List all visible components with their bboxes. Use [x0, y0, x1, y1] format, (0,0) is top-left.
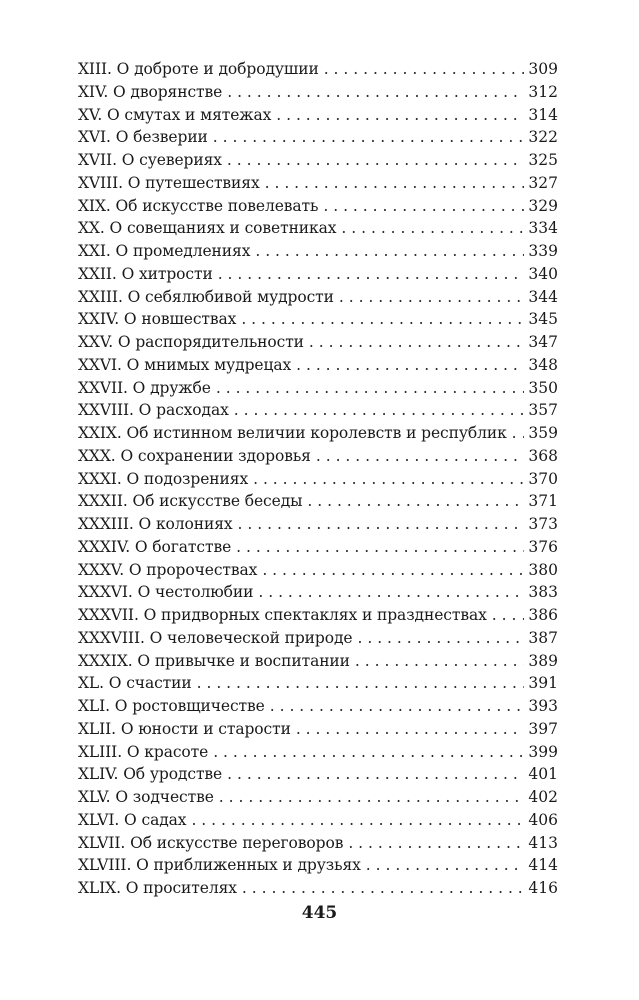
toc-entry-title: XXIII. О себялюбивой мудрости: [78, 287, 334, 306]
toc-entry-title: XXXVIII. О человеческой природе: [78, 628, 353, 647]
toc-entry-page: 368: [528, 446, 558, 465]
toc-entry-page: 376: [528, 537, 558, 556]
dot-leader: [265, 172, 524, 195]
toc-entry: [78, 877, 558, 900]
dot-leader: [309, 331, 524, 354]
toc-entry-title: XV. О смутах и мятежах: [78, 105, 272, 124]
toc-entry: [78, 718, 558, 741]
toc-entry-page: 348: [528, 355, 558, 374]
toc-entry-page: 345: [528, 310, 558, 329]
toc-entry-title: XLIX. О просителях: [78, 879, 237, 897]
toc-entry: [78, 263, 558, 286]
toc-entry-page: 339: [528, 242, 558, 260]
toc-entry-title: XXVIII. О расходах: [78, 401, 229, 420]
toc-entry-title: XXIX. Об истинном величии королевств и республик: [78, 424, 507, 442]
toc-entry-title: XXII. О хитрости: [78, 264, 213, 283]
toc-entry-title: XIV. О дворянстве: [78, 82, 223, 101]
toc-entry: [78, 126, 558, 149]
toc-entry-page: 386: [528, 606, 558, 624]
toc-entry: [78, 354, 558, 377]
toc-entry: [78, 809, 558, 832]
toc-entry-title: XLVIII. О приближенных и друзьях: [78, 856, 361, 875]
toc-entry-page: 393: [528, 697, 558, 715]
toc-entry: [78, 581, 558, 604]
dot-leader: [270, 695, 524, 718]
toc-entry-page: 350: [528, 378, 558, 397]
toc-entry: [78, 172, 558, 195]
toc-entry: [78, 195, 558, 218]
toc-entry: [78, 58, 558, 81]
toc-entry-title: XLIII. О красоте: [78, 742, 209, 761]
toc-entry-page: 402: [528, 788, 558, 806]
dot-leader: [262, 559, 524, 582]
dot-leader: [366, 854, 524, 877]
toc-entry-title: XXXIV. О богатстве: [78, 537, 232, 556]
toc-entry-title: XVI. О безверии: [78, 128, 208, 147]
toc-entry-page: 370: [528, 469, 558, 488]
dot-leader: [339, 286, 524, 309]
toc-entry-title: XXXIII. О колониях: [78, 515, 233, 533]
toc-entry-page: 399: [528, 742, 558, 761]
toc-entry: [78, 832, 558, 855]
toc-entry: [78, 559, 558, 582]
toc-entry: [78, 854, 558, 877]
dot-leader: [236, 536, 524, 559]
toc-entry-page: 327: [528, 173, 558, 192]
toc-entry-title: XXXII. Об искусстве беседы: [78, 492, 303, 511]
toc-entry-title: XLIV. Об уродстве: [78, 765, 223, 784]
toc-entry-title: XIII. О доброте и добродушии: [78, 60, 319, 78]
toc-entry-page: 309: [528, 60, 558, 78]
toc-entry-title: XXI. О промедлениях: [78, 242, 251, 260]
toc-entry-page: 373: [528, 515, 558, 533]
toc-entry: [78, 672, 558, 695]
toc-entry-page: 389: [528, 651, 558, 670]
toc-entry: [78, 81, 558, 104]
toc-entry-page: 340: [528, 264, 558, 283]
dot-leader: [227, 149, 524, 172]
dot-leader: [296, 718, 524, 741]
toc-entry: [78, 149, 558, 172]
toc-entry-page: 312: [528, 82, 558, 101]
toc-entry-title: XXVII. О дружбе: [78, 378, 211, 397]
dot-leader: [241, 308, 524, 331]
dot-leader: [191, 809, 524, 832]
toc-entry-page: 344: [528, 287, 558, 306]
toc-entry-page: 414: [528, 856, 558, 875]
toc-entry: [78, 786, 558, 809]
toc-entry-page: 406: [528, 810, 558, 829]
toc-entry-title: XXXVII. О придворных спектаклях и празднествах: [78, 606, 487, 624]
toc-entry-title: XXVI. О мнимых мудрецах: [78, 355, 292, 374]
toc-entry: [78, 741, 558, 764]
toc-entry-title: XXX. О сохранении здоровья: [78, 446, 311, 465]
toc-entry: [78, 604, 558, 627]
toc-entry-page: 387: [528, 628, 558, 647]
dot-leader: [242, 877, 524, 900]
toc-entry-title: XXXIX. О привычке и воспитании: [78, 651, 350, 670]
dot-leader: [355, 650, 524, 673]
toc-entry-title: XLII. О юности и старости: [78, 719, 291, 738]
toc-entry: [78, 490, 558, 513]
toc-entry: [78, 536, 558, 559]
toc-entry-title: XLV. О зодчестве: [78, 788, 214, 806]
toc-entry-title: XLVII. Об искусстве переговоров: [78, 833, 344, 852]
toc-entry-page: 401: [528, 765, 558, 784]
toc-entry-title: XXV. О распорядительности: [78, 333, 304, 351]
toc-entry-page: 357: [528, 401, 558, 420]
toc-entry-title: XVII. О суевериях: [78, 151, 222, 169]
toc-entry-title: XX. О совещаниях и советниках: [78, 219, 337, 238]
dot-leader: [358, 627, 525, 650]
toc-entry-title: XXXV. О пророчествах: [78, 560, 258, 579]
toc-entry-page: 416: [528, 879, 558, 897]
dot-leader: [234, 399, 524, 422]
dot-leader: [216, 377, 524, 400]
dot-leader: [238, 513, 524, 536]
dot-leader: [227, 81, 524, 104]
toc-entry: [78, 513, 558, 536]
toc-entry: [78, 308, 558, 331]
toc-entry: [78, 763, 558, 786]
toc-entry: [78, 377, 558, 400]
toc-entry-page: 380: [528, 560, 558, 579]
dot-leader: [218, 263, 524, 286]
toc-entry: [78, 627, 558, 650]
dot-leader: [197, 672, 524, 695]
dot-leader: [219, 786, 524, 809]
toc-entry: [78, 331, 558, 354]
toc-entry-title: XLVI. О садах: [78, 810, 187, 829]
toc-entry: [78, 468, 558, 491]
toc-entry: [78, 217, 558, 240]
toc-entry-page: 329: [528, 196, 558, 215]
toc-entry-title: XXIV. О новшествах: [78, 310, 237, 329]
toc-entry-page: 359: [528, 424, 558, 442]
toc-entry: [78, 650, 558, 673]
toc-entry-page: 322: [528, 128, 558, 147]
toc-entry-page: 325: [528, 151, 558, 169]
dot-leader: [492, 604, 524, 627]
dot-leader: [323, 195, 524, 218]
toc-entry-page: 334: [528, 219, 558, 238]
dot-leader: [341, 217, 524, 240]
toc-entry-page: 397: [528, 719, 558, 738]
toc-entry-title: XLI. О ростовщичестве: [78, 697, 265, 715]
dot-leader: [307, 490, 524, 513]
toc-entry-page: 314: [528, 105, 558, 124]
dot-leader: [255, 240, 524, 263]
toc-entry-page: 347: [528, 333, 558, 351]
toc-entry: [78, 286, 558, 309]
toc-entry: [78, 399, 558, 422]
page-number: 445: [301, 903, 338, 923]
toc-entry-page: 383: [528, 583, 558, 602]
dot-leader: [227, 763, 524, 786]
dot-leader: [296, 354, 524, 377]
dot-leader: [253, 468, 524, 491]
toc-entry: [78, 104, 558, 127]
toc-entry-title: XXXI. О подозрениях: [78, 469, 249, 488]
dot-leader: [512, 422, 524, 445]
toc-entry: [78, 695, 558, 718]
dot-leader: [316, 445, 524, 468]
toc-entry-title: XL. О счастии: [78, 674, 192, 693]
toc-entry: [78, 240, 558, 263]
toc-entry-title: XVIII. О путешествиях: [78, 173, 260, 192]
dot-leader: [348, 832, 524, 855]
table-of-contents: [78, 58, 558, 900]
toc-entry-page: 413: [528, 833, 558, 852]
toc-entry: [78, 445, 558, 468]
toc-entry-title: XXXVI. О честолюбии: [78, 583, 254, 602]
dot-leader: [276, 104, 524, 127]
dot-leader: [213, 741, 524, 764]
toc-entry: [78, 422, 558, 445]
toc-entry-page: 371: [528, 492, 558, 511]
dot-leader: [258, 581, 524, 604]
toc-entry-title: XIX. Об искусстве повелевать: [78, 196, 319, 215]
dot-leader: [213, 126, 524, 149]
dot-leader: [324, 58, 524, 81]
toc-entry-page: 391: [528, 674, 558, 693]
